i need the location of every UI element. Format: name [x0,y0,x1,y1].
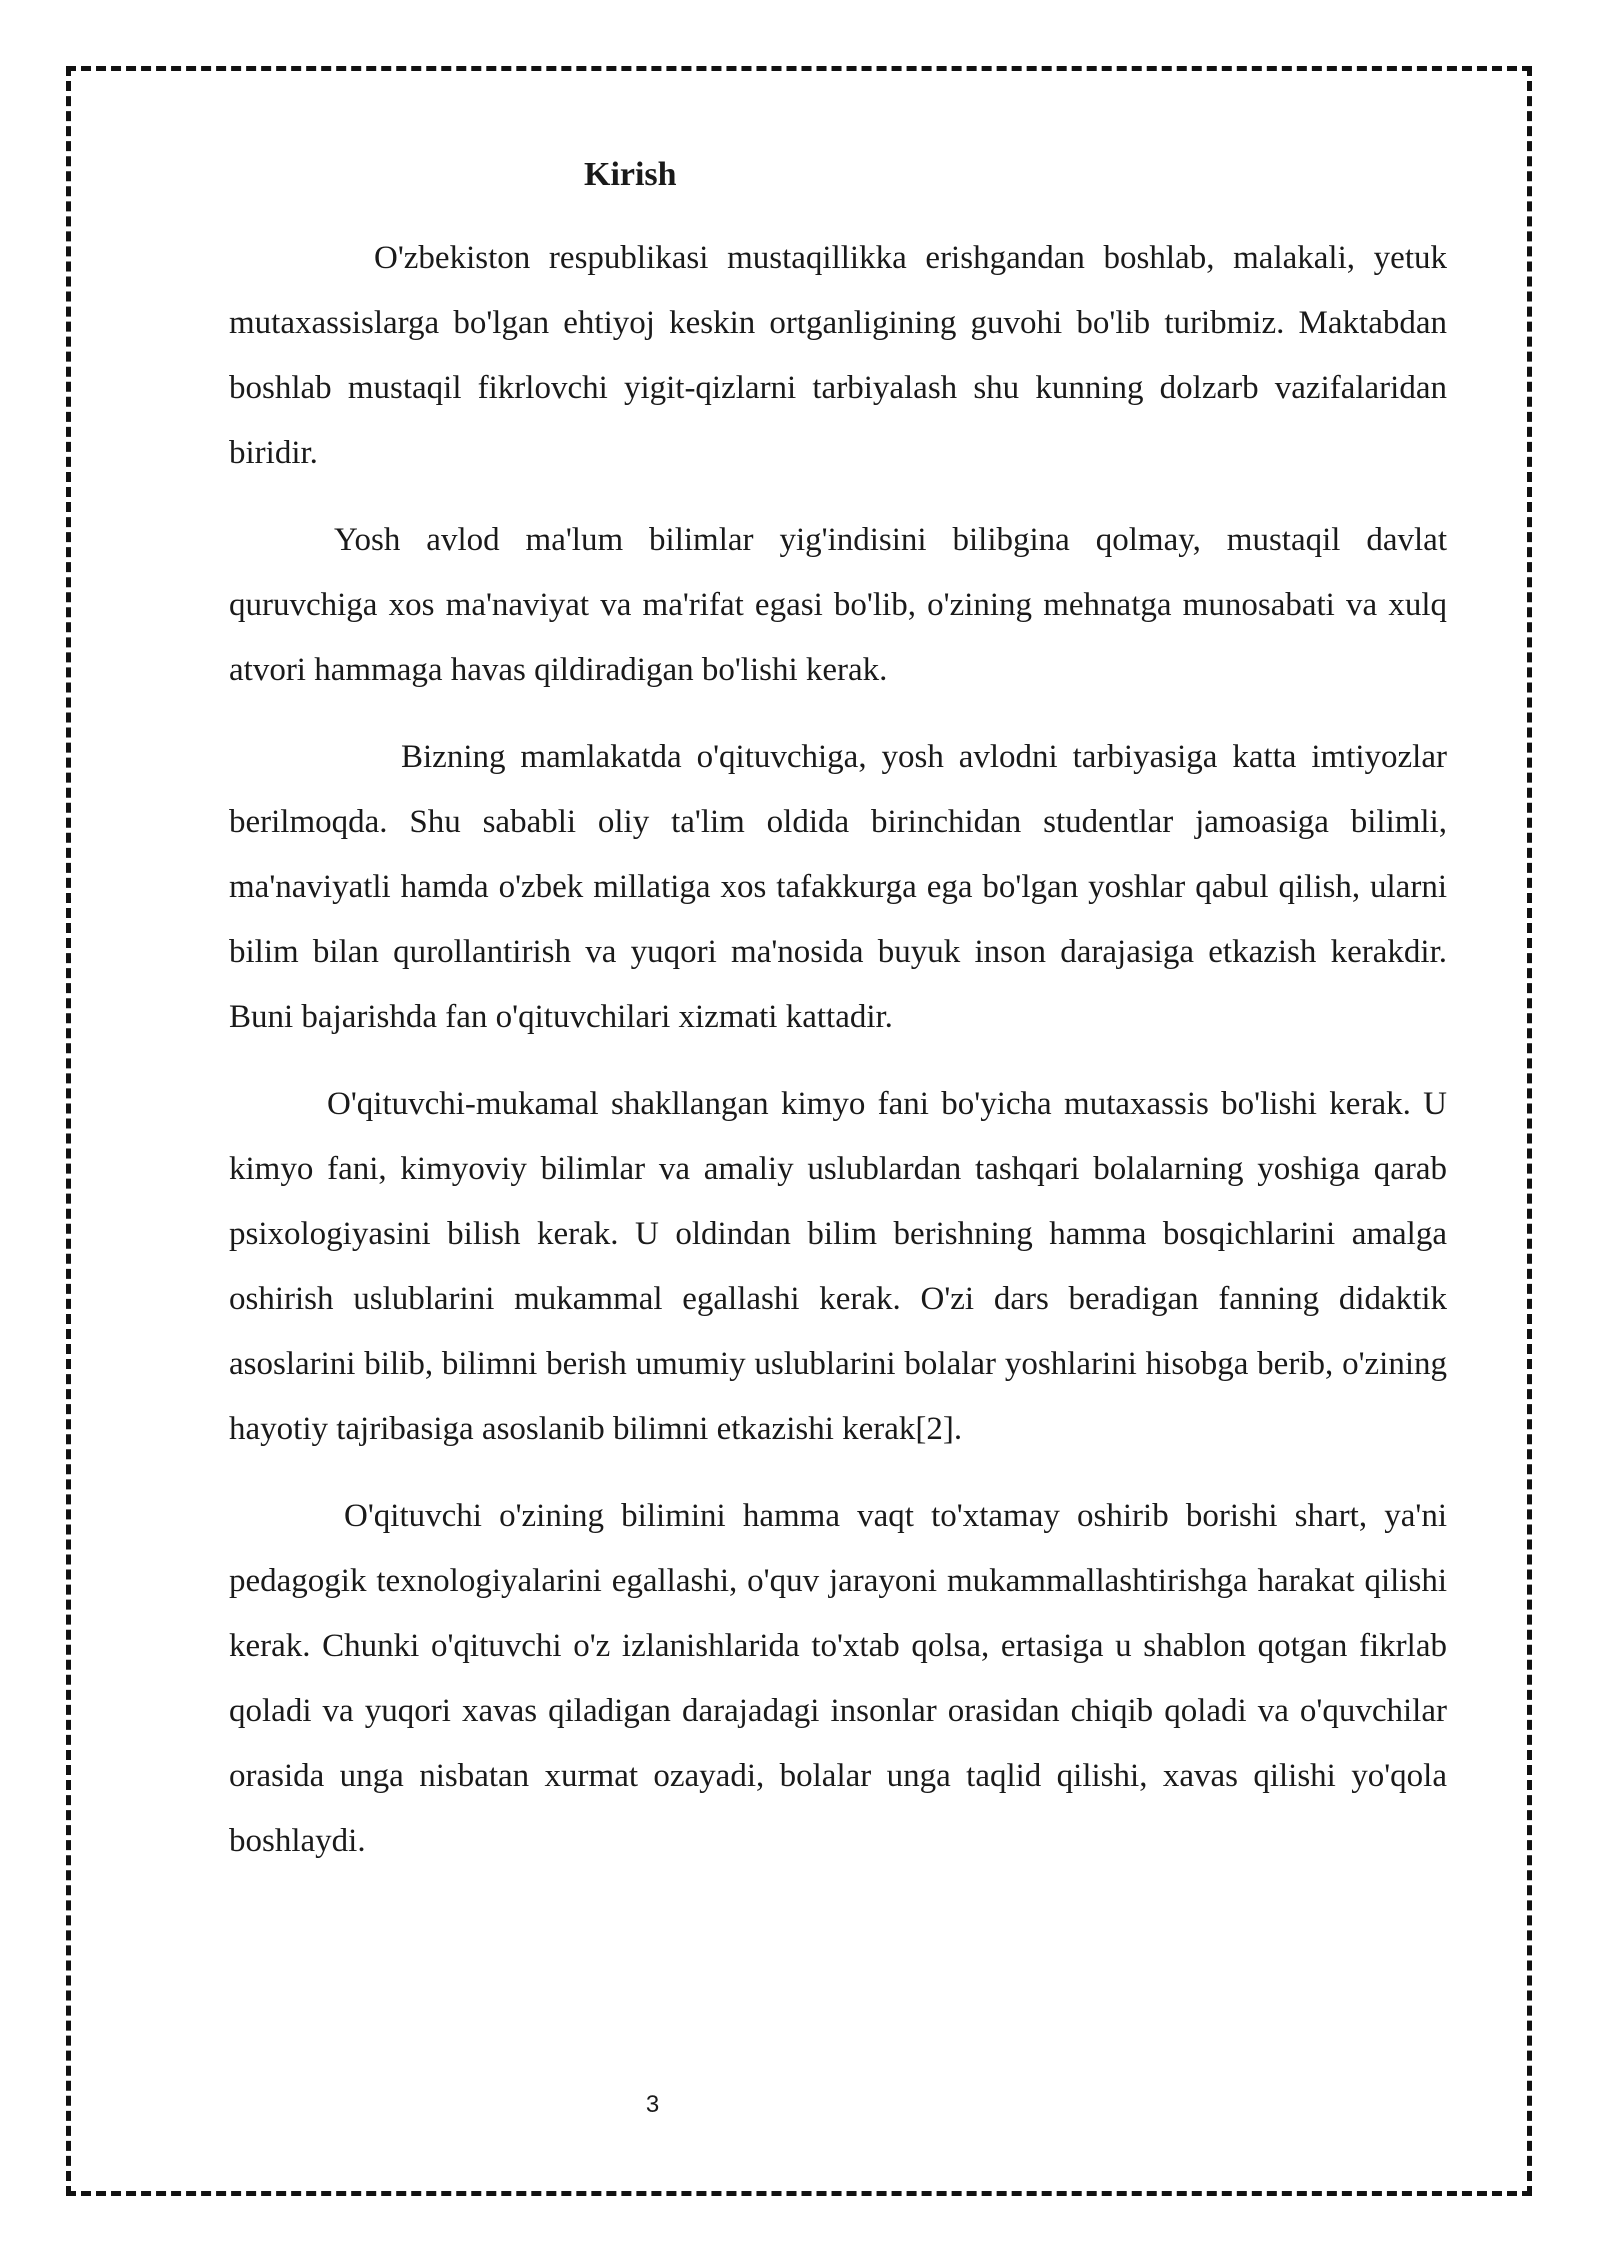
paragraph-1: O'zbekiston respublikasi mustaqillikka erishgandan boshlab, malakali, yetuk mutaxassislarga bo'lgan ehtiyoj keskin ortganligining guvohi bo'lib turibmiz. Maktabdan boshlab mustaqil fikrlovchi yigit-qizlarni tarbiyalash shu kunning dolzarb vazifalaridan biridir. [229,240,1447,471]
document-body [229,150,1447,1896]
paragraph-4: O'qituvchi-mukamal shakllangan kimyo fani bo'yicha mutaxassis bo'lishi kerak. U kimyo fani, kimyoviy bilimlar va amaliy uslublardan tashqari bolalarning yoshiga qarab psixologiyasini bilish kerak. U oldindan bilim berishning hamma bosqichlarini amalga oshirish uslublarini mukammal egallashi kerak. O'zi dars beradigan fanning didaktik asoslarini bilib, bilimni berish umumiy uslublarini bolalar yoshlarini hisobga berib, o'zining hayotiy tajribasiga asoslanib bilimni etkazishi kerak[2]. [229,1086,1447,1447]
paragraph-3: Bizning mamlakatda o'qituvchiga, yosh avlodni tarbiyasiga katta imtiyozlar berilmoqda. Shu sababli oliy ta'lim oldida birinchidan studentlar jamoasiga bilimli, ma'naviyatli hamda o'zbek millatiga xos tafakkurga ega bo'lgan yoshlar qabul qilish, ularni bilim bilan qurollantirish va yuqori ma'nosida buyuk inson darajasiga etkazish kerakdir. Buni bajarishda fan o'qituvchilari xizmati kattadir. [229,739,1447,1035]
page-number: 3 [645,2091,660,2118]
section-heading: Kirish [584,156,677,193]
paragraph-2: Yosh avlod ma'lum bilimlar yig'indisini bilibgina qolmay, mustaqil davlat quruvchiga xos ma'naviyat va ma'rifat egasi bo'lib, o'zining mehnatga munosabati va xulq atvori hammaga havas qildiradigan bo'lishi kerak. [229,522,1447,688]
paragraph-5: O'qituvchi o'zining bilimini hamma vaqt to'xtamay oshirib borishi shart, ya'ni pedagogik texnologiyalarini egallashi, o'quv jarayoni mukammallashtirishga harakat qilishi kerak. Chunki o'qituvchi o'z izlanishlarida to'xtab qolsa, ertasiga u shablon qotgan fikrlab qoladi va yuqori xavas qiladigan darajadagi insonlar orasidan chiqib qoladi va o'quvchilar orasida unga nisbatan xurmat ozayadi, bolalar unga taqlid qilishi, xavas qilishi yo'qola boshlaydi. [229,1498,1447,1859]
